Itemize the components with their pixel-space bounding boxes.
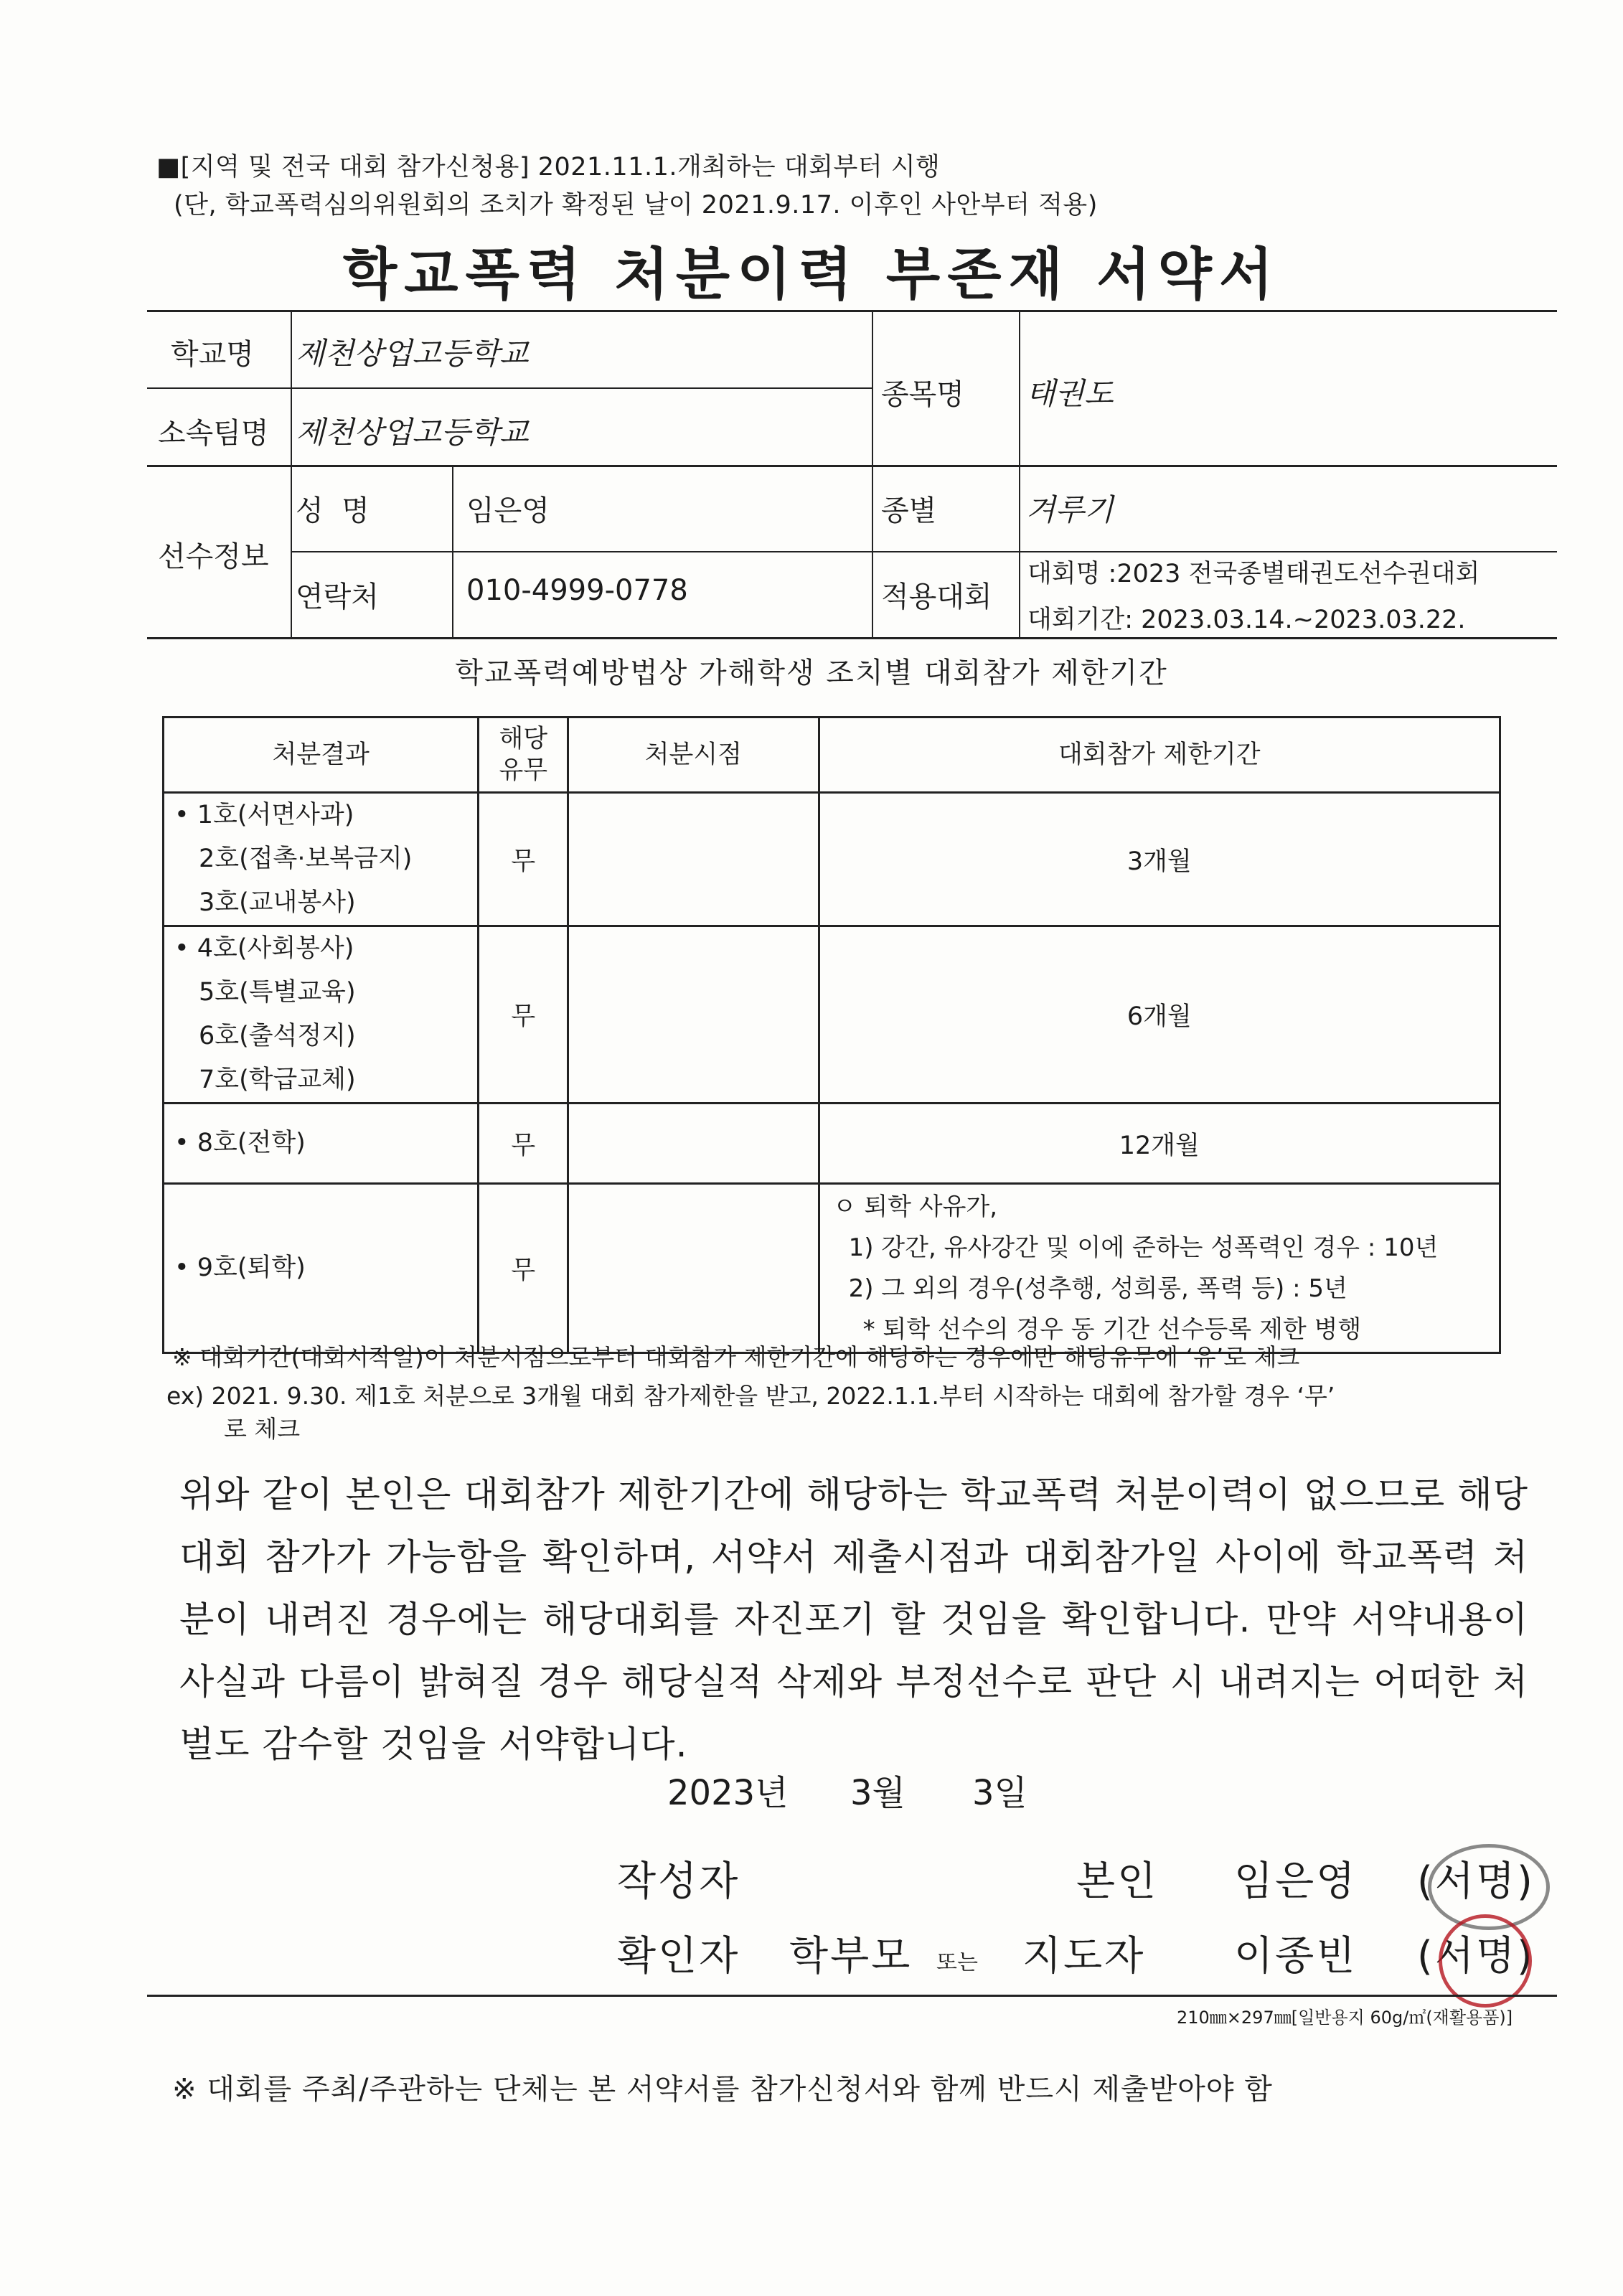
table-row: • 1호(서면사과) 2호(접촉·보복금지) 3호(교내봉사) 무 3개월 <box>164 793 1500 926</box>
period-cell: ㅇ 퇴학 사유가, 1) 강간, 유사강간 및 이에 준하는 성폭력인 경우 : 10년 2) 그 외의 경우(성추행, 성희롱, 폭력 등) : 5년 * 퇴학 선수의 경우 동 기간 선수등록 제한 병행 <box>819 1184 1500 1353</box>
date-month: 3월 <box>850 1773 905 1813</box>
table-row: • 4호(사회봉사) 5호(특별교육) 6호(출석정지) 7호(학급교체) 무 6개월 <box>164 926 1500 1104</box>
note-line-3: 로 체크 <box>224 1415 301 1443</box>
period-cell: 12개월 <box>819 1104 1500 1184</box>
player-info-label: 선수정보 <box>158 540 269 573</box>
event-label: 종별 <box>881 494 937 527</box>
team-value: 제천상업고등학교 <box>296 415 529 450</box>
time-cell <box>568 926 819 1104</box>
competition-label: 적용대회 <box>881 580 992 613</box>
writer-role: 본인 <box>1076 1858 1159 1905</box>
rules-table <box>162 716 1501 1354</box>
confirmer-role-parent: 학부모 <box>789 1933 913 1980</box>
note-line-1: ※ 대회기간(대회시작일)이 처분시점으로부터 대회참가 제한기간에 해당하는 경우에만 해당유무에 ‘유’로 체크 <box>172 1343 1300 1371</box>
document-title: 학교폭력 처분이력 부존재 서약서 <box>342 243 1281 307</box>
event-value: 겨루기 <box>1026 492 1114 527</box>
applicable-cell: 무 <box>479 926 568 1104</box>
date-day: 3일 <box>972 1773 1027 1813</box>
pledge-text: 위와 같이 본인은 대회참가 제한기간에 해당하는 학교폭력 처분이력이 없으므로 해당 대회 참가가 가능함을 확인하며, 서약서 제출시점과 대회참가일 사이에 학교폭력 처분이 내려진 경우에는 해당대회를 자진포기 할 것임을 확인합니다. 만약 서약내용이 사실과 다름이 밝혀질 경우 해당실적 삭제와 부정선수로 판단 시 내려지는 어떠한 처벌도 감수할 것임을 서약합니다. <box>179 1474 1528 1765</box>
header-result: 처분결과 <box>164 718 479 793</box>
applicable-cell: 무 <box>479 1184 568 1353</box>
writer-name: 임은영 <box>1234 1858 1358 1905</box>
contact-value: 010-4999-0778 <box>466 574 688 607</box>
footer-note: ※ 대회를 주최/주관하는 단체는 본 서약서를 참가신청서와 함께 반드시 제출받아야 함 <box>172 2073 1273 2106</box>
sport-label: 종목명 <box>881 378 964 411</box>
date-year: 2023년 <box>667 1773 789 1813</box>
note-line-2: ex) 2021. 9.30. 제1호 처분으로 3개월 대회 참가제한을 받고, 2022.1.1.부터 시작하는 대회에 참가할 경우 ‘무’ <box>166 1382 1335 1410</box>
divider <box>147 1995 1557 1997</box>
table-row: • 9호(퇴학) 무 ㅇ 퇴학 사유가, 1) 강간, 유사강간 및 이에 준하는 성폭력인 경우 : 10년 2) 그 외의 경우(성추행, 성희롱, 폭력 등) : 5년 * 퇴학 선수의 경우 동 기간 선수등록 제한 병행 <box>164 1184 1500 1353</box>
competition-period: 대회기간: 2023.03.14.~2023.03.22. <box>1027 606 1466 634</box>
competition-name: 대회명 :2023 전국종별태권도선수권대회 <box>1027 560 1480 588</box>
time-cell <box>568 793 819 926</box>
header-applicable: 해당 유무 <box>479 718 568 793</box>
name-label: 성 명 <box>296 494 370 527</box>
paper-spec: 210㎜×297㎜[일반용지 60g/㎡(재활용품)] <box>1177 2008 1513 2028</box>
team-label: 소속팀명 <box>158 417 269 450</box>
confirmer-or: 또는 <box>936 1950 978 1975</box>
time-cell <box>568 1104 819 1184</box>
confirmer-seal-stamp <box>1439 1914 1532 2008</box>
school-label: 학교명 <box>171 338 254 371</box>
confirmer-sign: (서명) <box>1417 1933 1535 1980</box>
confirmer-name: 이종빈 <box>1234 1933 1358 1980</box>
notice-line-2: (단, 학교폭력심의위원회의 조치가 확정된 날이 2021.9.17. 이후인 사안부터 적용) <box>174 191 1098 220</box>
confirmer-label: 확인자 <box>617 1933 740 1980</box>
period-cell: 6개월 <box>819 926 1500 1104</box>
period-cell: 3개월 <box>819 793 1500 926</box>
confirmer-role-coach: 지도자 <box>1022 1933 1146 1980</box>
sport-value: 태권도 <box>1026 376 1114 411</box>
school-value: 제천상업고등학교 <box>296 336 529 371</box>
table-row: • 8호(전학) 무 12개월 <box>164 1104 1500 1184</box>
writer-sign: (서명) <box>1417 1858 1535 1905</box>
rules-subtitle: 학교폭력예방법상 가해학생 조치별 대회참가 제한기간 <box>455 657 1168 690</box>
contact-label: 연락처 <box>296 580 379 613</box>
header-period: 대회참가 제한기간 <box>819 718 1500 793</box>
notice-line-1: ■[지역 및 전국 대회 참가신청용] 2021.11.1.개최하는 대회부터 시행 <box>156 153 941 182</box>
applicable-cell: 무 <box>479 793 568 926</box>
name-value: 임은영 <box>466 494 550 527</box>
writer-label: 작성자 <box>617 1858 740 1905</box>
time-cell <box>568 1184 819 1353</box>
applicable-cell: 무 <box>479 1104 568 1184</box>
header-time: 처분시점 <box>568 718 819 793</box>
